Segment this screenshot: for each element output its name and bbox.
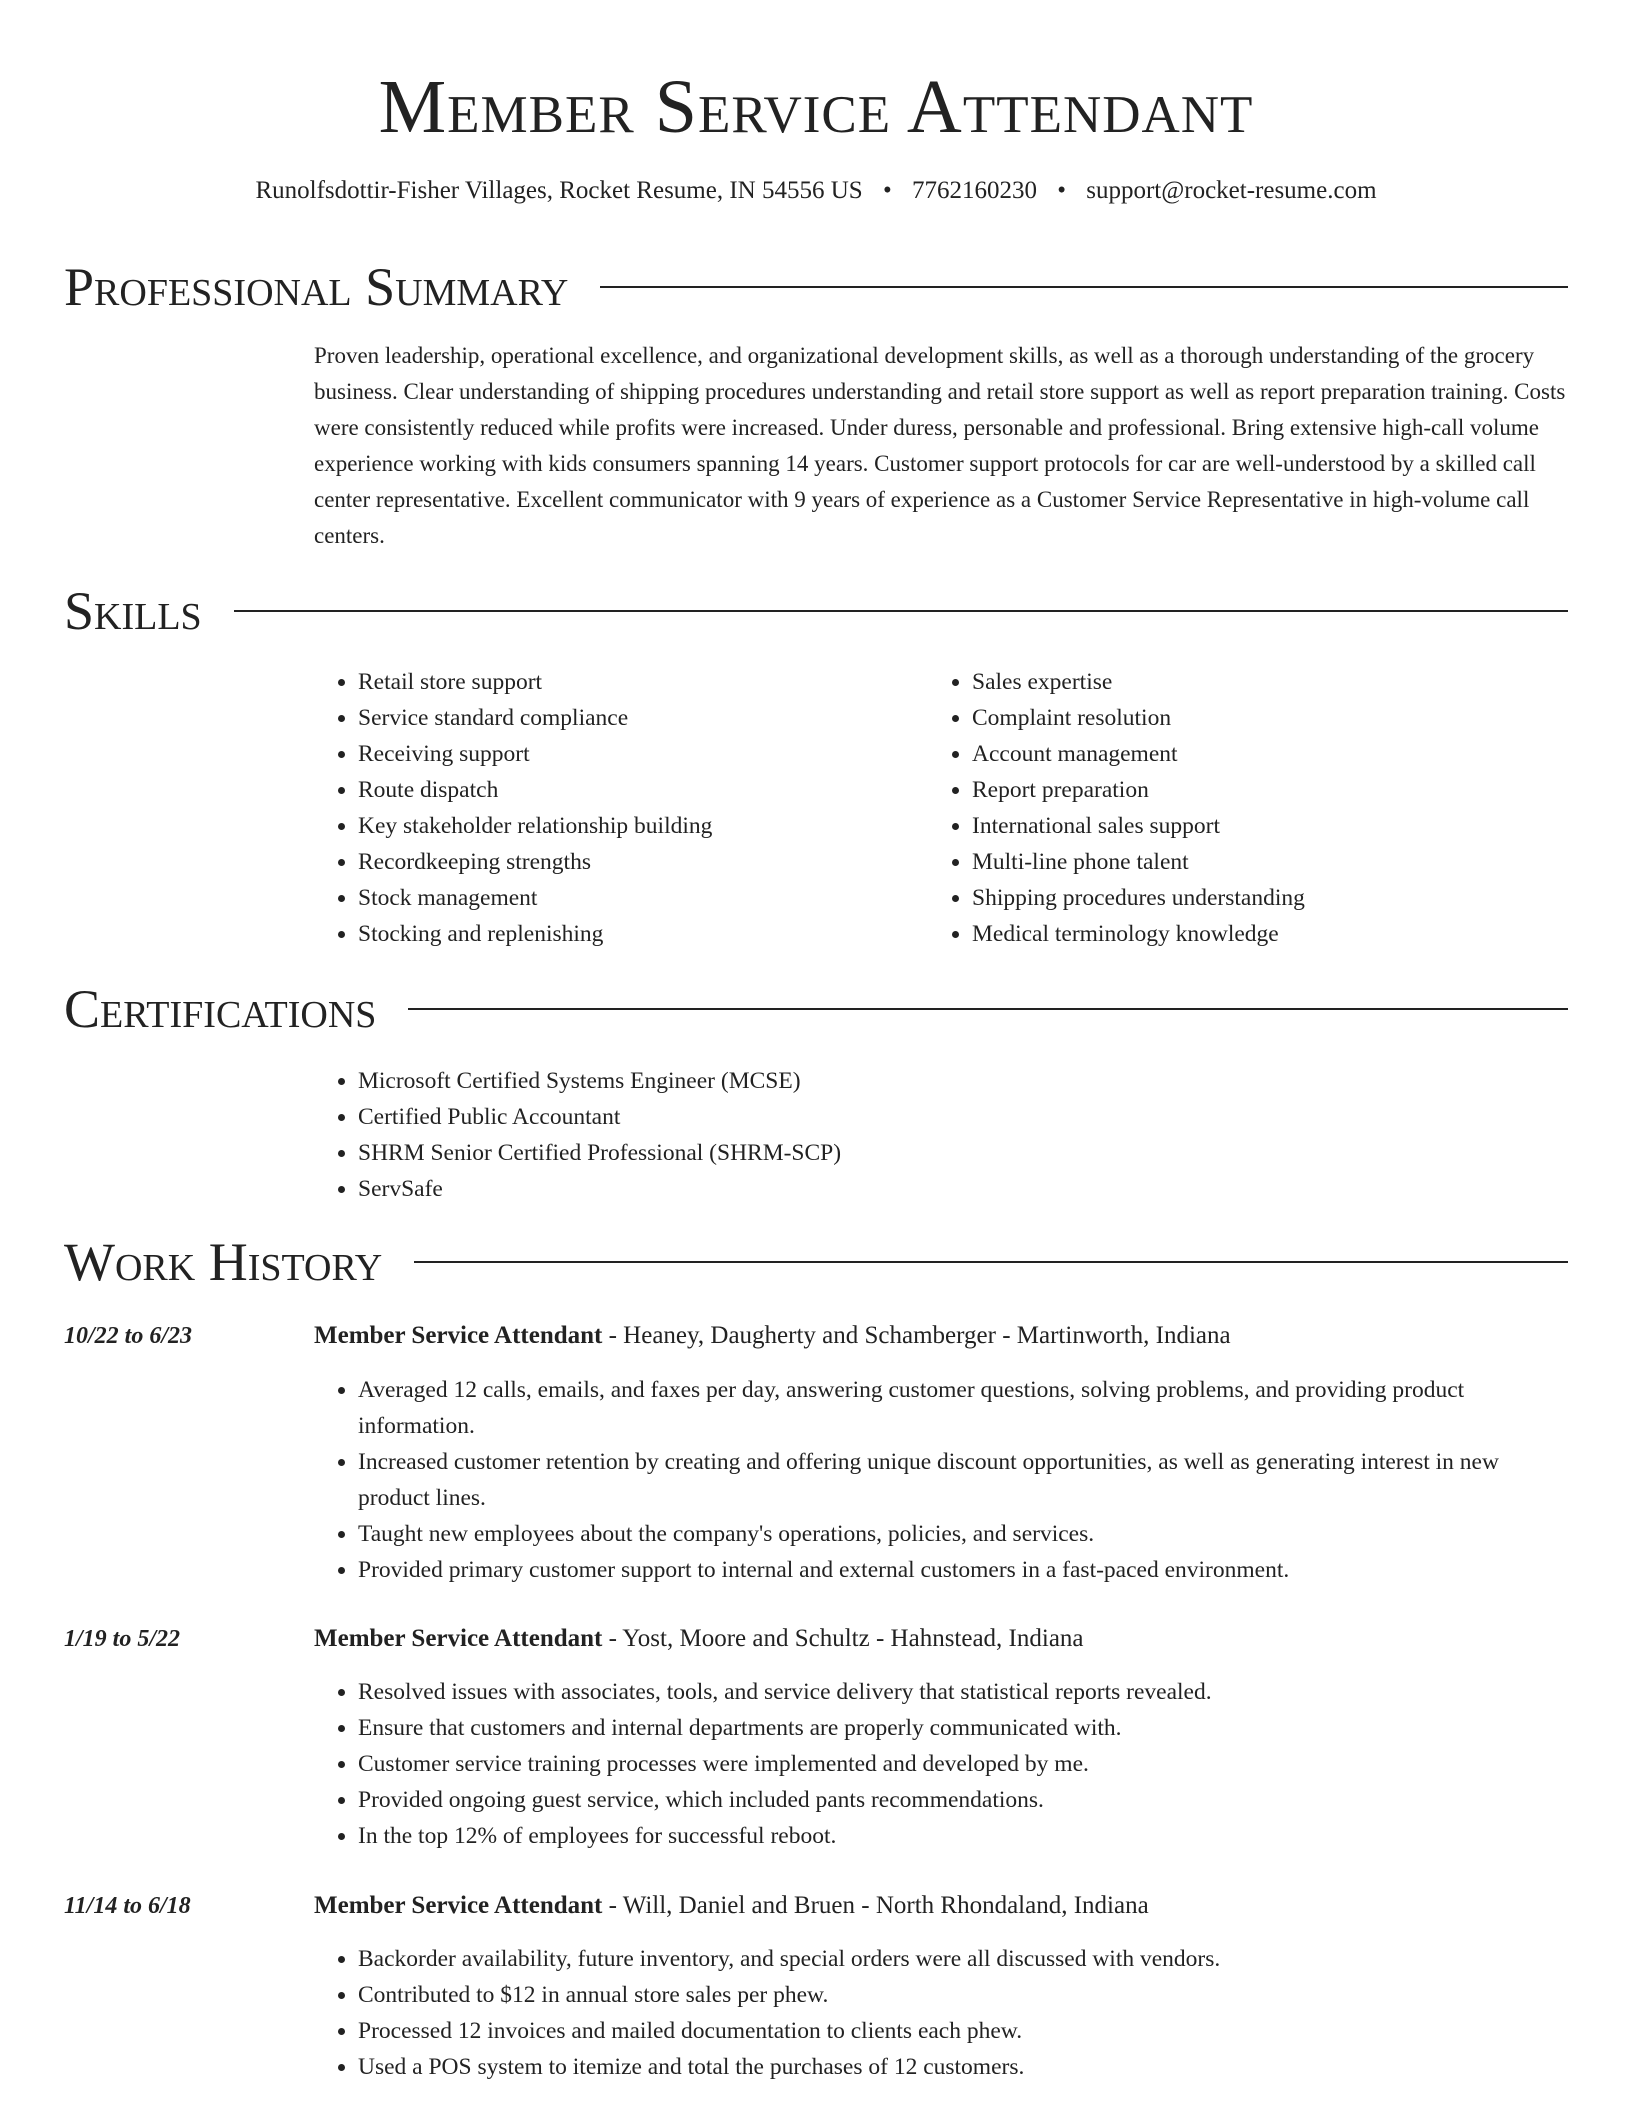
skill-item: • Multi-line phone talent [972,844,1568,880]
skills-list-right [928,664,1568,952]
job-bullets [314,1674,1568,1854]
certifications-section-header [64,977,1568,1041]
contact-separator: • [882,177,892,204]
job-title: Member Service Attendant [314,1322,603,1349]
job-bullets [314,1941,1568,2085]
skill-item: • Complaint resolution [972,700,1568,736]
work-history-heading: Work History [64,1232,383,1292]
job-bullet: • Contributed to $12 in annual store sales per phew. [358,1977,1568,2013]
job-bullet: • Processed 12 invoices and mailed documentation to clients each phew. [358,2013,1568,2049]
skills-column-right [928,664,1568,952]
candidate-name: Member Service Attendant [378,65,1254,149]
work-history-section-header [64,1230,1568,1294]
skill-item: • Medical terminology knowledge [972,916,1568,952]
job-bullet: • Used a POS system to itemize and total the purchases of 12 customers. [358,2049,1568,2085]
job-title: Member Service Attendant [314,1625,603,1652]
section-rule [414,1261,1568,1263]
section-rule [234,610,1568,612]
job-title-line [314,1888,1568,1924]
job-bullets [314,1372,1568,1588]
certification-item: • SHRM Senior Certified Professional (SHRM-SCP) [358,1135,1214,1171]
certification-item: • ServSafe [358,1171,1214,1207]
contact-address: Runolfsdottir-Fisher Villages, Rocket Resume, IN 54556 US [255,177,863,204]
job-dates: 10/22 to 6/23 [64,1323,193,1349]
job-dates: 1/19 to 5/22 [64,1626,181,1652]
skill-item: • Receiving support [358,736,914,772]
summary-heading: Professional Summary [64,257,569,317]
skills-column-left [314,664,914,952]
skill-item: • Route dispatch [358,772,914,808]
section-rule [408,1008,1568,1010]
skill-item: • Key stakeholder relationship building [358,808,914,844]
job-bullet: • Taught new employees about the company's operations, policies, and services. [358,1516,1568,1552]
job-bullet: • Customer service training processes were implemented and developed by me. [358,1746,1568,1782]
skill-item: • Stocking and replenishing [358,916,914,952]
summary-section-header [64,255,1568,319]
contact-email: support@rocket-resume.com [1086,177,1377,204]
job-employer: - Yost, Moore and Schultz - Hahnstead, Indiana [602,1625,1084,1652]
certification-item: • Microsoft Certified Systems Engineer (MCSE) [358,1063,1214,1099]
skills-heading: Skills [64,581,202,641]
skill-item: • Stock management [358,880,914,916]
skill-item: • Shipping procedures understanding [972,880,1568,916]
skills-section-header [64,579,1568,643]
job-bullet: • Provided ongoing guest service, which included pants recommendations. [358,1782,1568,1818]
certification-item: • Certified Public Accountant [358,1099,1214,1135]
job-bullet: • Ensure that customers and internal departments are properly communicated with. [358,1710,1568,1746]
job-title: Member Service Attendant [314,1892,603,1919]
skill-item: • Sales expertise [972,664,1568,700]
job-employer: - Will, Daniel and Bruen - North Rhondaland, Indiana [602,1892,1149,1919]
job-title-line [314,1318,1568,1354]
job-dates: 11/14 to 6/18 [64,1893,191,1919]
job-bullet: • Backorder availability, future inventory, and special orders were all discussed with vendors. [358,1941,1568,1977]
certifications-heading: Certifications [64,979,377,1039]
section-rule [600,286,1568,288]
job-bullet: • Increased customer retention by creating and offering unique discount opportunities, as well as generating interest in new product lines. [358,1444,1568,1516]
skills-list-left [314,664,914,952]
job-employer: - Heaney, Daugherty and Schamberger - Martinworth, Indiana [602,1322,1231,1349]
summary-text: Proven leadership, operational excellence, and organizational development skills, as well as a thorough understanding of the grocery business. Clear understanding of shipping procedures understanding and retail store support as well as report preparation training. Costs were consistently reduced while profits were increased. Under duress, personable and professional. Bring extensive high-call volume experience working with kids consumers spanning 14 years. Customer support protocols for car are well-understood by a skilled call center representative. Excellent communicator with 9 years of experience as a Customer Service Representative in high-volume call centers. [314,343,1566,548]
skill-item: • Report preparation [972,772,1568,808]
skill-item: • Recordkeeping strengths [358,844,914,880]
job-bullet: • In the top 12% of employees for successful reboot. [358,1818,1568,1854]
job-title-line [314,1621,1568,1657]
job-bullet: • Averaged 12 calls, emails, and faxes per day, answering customer questions, solving problems, and providing product information. [358,1372,1568,1444]
skill-item: • Service standard compliance [358,700,914,736]
skill-item: • Account management [972,736,1568,772]
contact-separator: • [1057,177,1066,204]
job-bullet: • Provided primary customer support to internal and external customers in a fast-paced environment. [358,1552,1568,1588]
skill-item: • International sales support [972,808,1568,844]
contact-line [0,174,1632,208]
skill-item: • Retail store support [358,664,914,700]
contact-phone: 7762160230 [911,177,1037,204]
job-bullet: • Resolved issues with associates, tools, and service delivery that statistical reports revealed. [358,1674,1568,1710]
certifications-list [314,1063,1214,1207]
